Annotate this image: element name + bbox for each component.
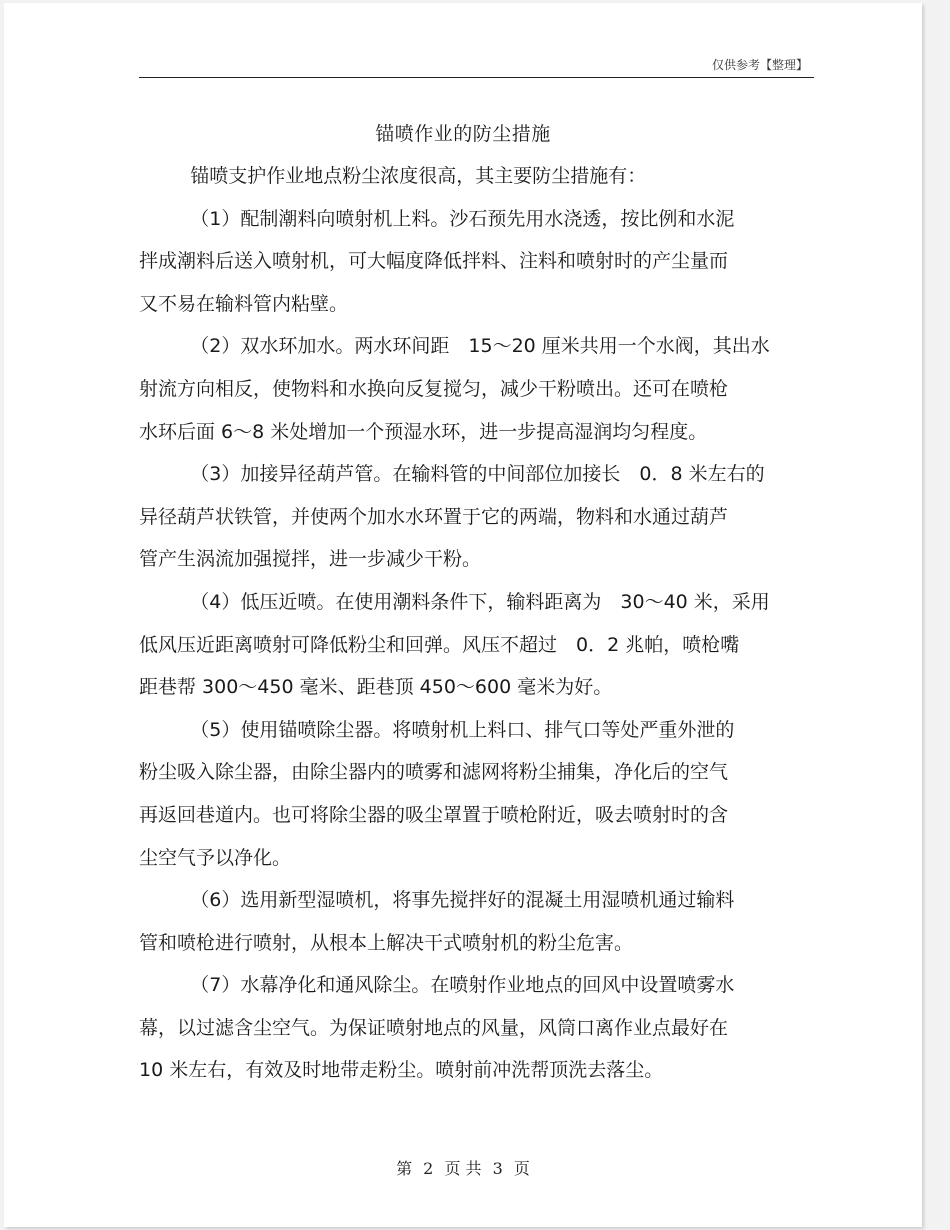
paragraph-line: 低风压近距离喷射可降低粉尘和回弹。风压不超过 0．2 兆帕，喷枪嘴 — [139, 633, 740, 656]
footer-suffix: 页 — [513, 1159, 530, 1178]
paragraph-line: （5）使用锚喷除尘器。将喷射机上料口、排气口等处严重外泄的 — [190, 718, 735, 741]
intro-paragraph: 锚喷支护作业地点粉尘浓度很高，其主要防尘措施有： — [190, 165, 647, 187]
paragraph-line: 异径葫芦状铁管，并使两个加水水环置于它的两端，物料和水通过葫芦 — [139, 505, 729, 528]
header-note: 仅供参考【整理】 — [711, 58, 808, 72]
paragraph-line: 水环后面 6～8 米处增加一个预湿水环，进一步提高湿润均匀程度。 — [139, 420, 708, 443]
paragraph-line: （2）双水环加水。两水环间距 15～20 厘米共用一个水阀，其出水 — [190, 335, 770, 358]
measure-1 — [139, 198, 819, 326]
paragraph-line: （1）配制潮料向喷射机上料。沙石预先用水浇透，按比例和水泥 — [190, 207, 735, 230]
document-body — [139, 155, 819, 1092]
measure-6 — [139, 879, 819, 964]
paragraph-line: 幕，以过滤含尘空气。为保证喷射地点的风量，风筒口离作业点最好在 — [139, 1016, 729, 1039]
paragraph-line: 射流方向相反，使物料和水换向反复搅匀，减少干粉喷出。还可在喷枪 — [139, 377, 729, 400]
paragraph-line: 管产生涡流加强搅拌，进一步减少干粉。 — [139, 548, 482, 571]
measure-5 — [139, 709, 819, 879]
paragraph-line: 距巷帮 300～450 毫米、距巷顶 450～600 毫米为好。 — [139, 676, 613, 699]
paragraph-line: 10 米左右，有效及时地带走粉尘。喷射前冲洗帮顶洗去落尘。 — [139, 1059, 664, 1082]
paragraph-line: 又不易在输料管内粘壁。 — [139, 292, 349, 315]
current-page-number: 2 — [423, 1159, 434, 1178]
total-page-count: 3 — [492, 1159, 503, 1178]
paragraph-line: 尘空气予以净化。 — [139, 846, 292, 869]
footer-middle: 页 共 — [444, 1159, 482, 1178]
paragraph-line: （7）水幕净化和通风除尘。在喷射作业地点的回风中设置喷雾水 — [190, 974, 735, 997]
header-divider — [139, 77, 814, 78]
paragraph-line: 粉尘吸入除尘器，由除尘器内的喷雾和滤网将粉尘捕集，净化后的空气 — [139, 761, 729, 784]
footer-prefix: 第 — [396, 1159, 413, 1178]
document-page — [4, 3, 922, 1227]
measure-4 — [139, 581, 819, 709]
document-title: 锚喷作业的防尘措施 — [375, 123, 551, 145]
paragraph-line: 管和喷枪进行喷射，从根本上解决干式喷射机的粉尘危害。 — [139, 931, 634, 954]
paragraph-line: （3）加接异径葫芦管。在输料管的中间部位加接长 0．8 米左右的 — [190, 463, 765, 486]
paragraph-line: （6）选用新型湿喷机，将事先搅拌好的混凝土用湿喷机通过输料 — [190, 889, 735, 912]
paragraph-line: （4）低压近喷。在使用潮料条件下，输料距离为 30～40 米，采用 — [190, 590, 770, 613]
paragraph-line: 拌成潮料后送入喷射机，可大幅度降低拌料、注料和喷射时的产尘量而 — [139, 250, 729, 273]
paragraph-line: 再返回巷道内。也可将除尘器的吸尘罩置于喷枪附近，吸去喷射时的含 — [139, 803, 729, 826]
measure-7 — [139, 964, 819, 1092]
measure-3 — [139, 453, 819, 581]
page-footer — [4, 1156, 922, 1179]
measure-2 — [139, 325, 819, 453]
